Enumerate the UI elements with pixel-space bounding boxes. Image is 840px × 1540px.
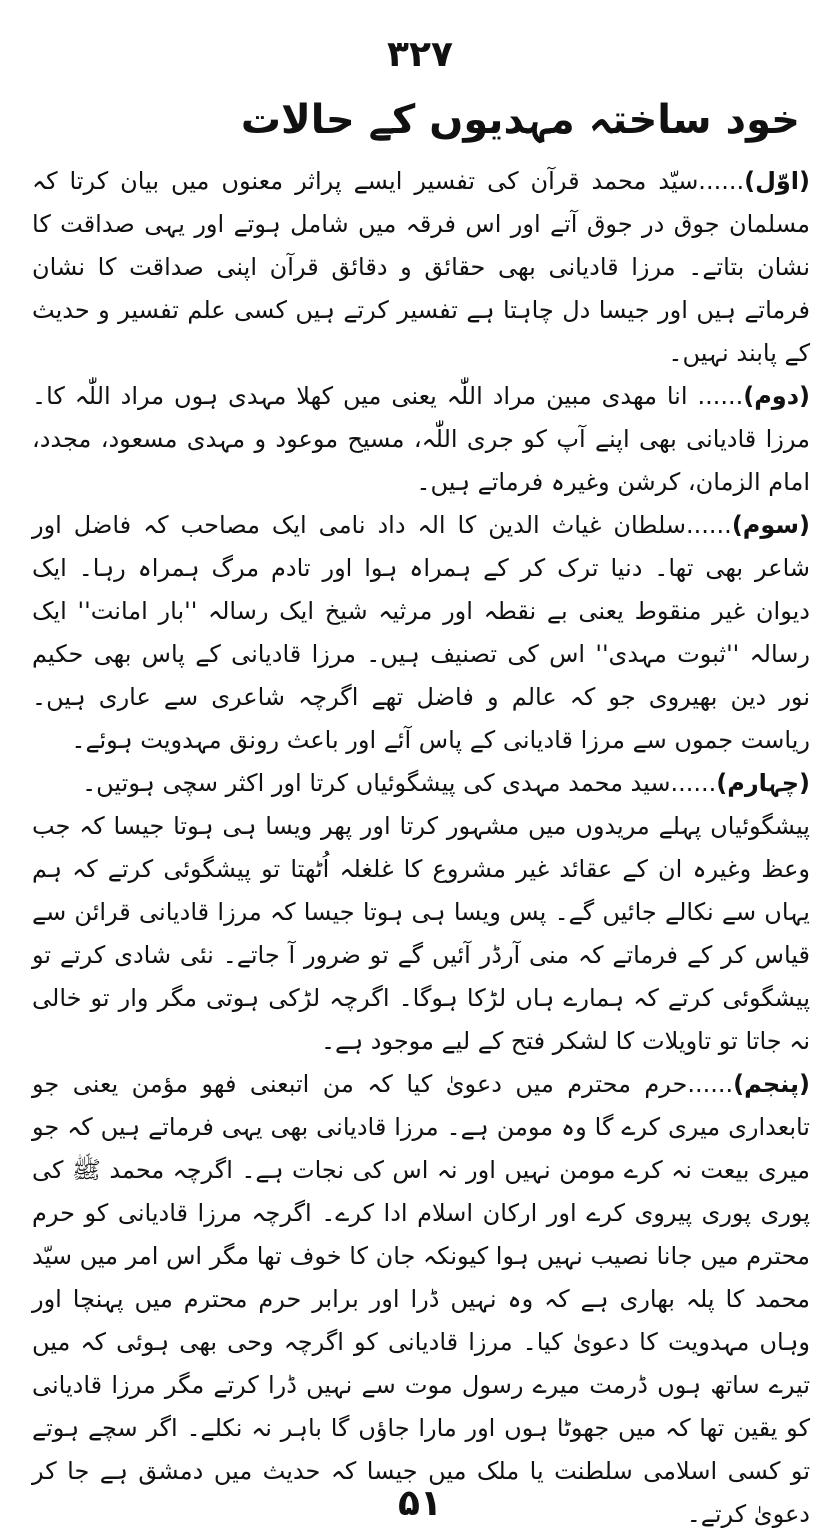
paragraph-text: ......حرم محترم میں دعویٰ کیا کہ من اتبعنی فھو مؤمن یعنی جو تابعداری میری کرے گا وہ مومن ہے۔ مرزا قادیانی بھی یہی فرماتے ہیں کہ جو میری بیعت نہ کرے مومن نہیں اور نہ اس کی نجات ہے۔ اگرچہ محمد ﷺ کی پوری پوری پیروی کرے اور ارکان اسلام ادا کرے۔ اگرچہ مرزا قادیانی کو حرم محترم میں جانا نصیب نہیں ہوا کیونکہ جان کا خوف تھا مگر اس امر میں سیّد محمد کا پلہ بھاری ہے کہ وہ نہیں ڈرا اور برابر حرم محترم میں پہنچا اور وہاں مہدویت کا دعویٰ کیا۔ مرزا قادیانی کو اگرچہ وحی بھی ہوئی کہ میں تیرے ساتھ ہوں ڈرمت میرے رسول موت سے نہیں ڈرا کرتے مگر مرزا قادیانی کو یقین تھا کہ میں جھوٹا ہوں اور مارا جاؤں گا باہر نہ نکلے۔ اگر سچے ہوتے تو کسی اسلامی سلطنت یا ملک میں جیسا کہ حدیث میں دمشق ہے جا کر دعویٰ کرتے۔	[32, 1070, 810, 1528]
paragraph-text: ......سیّد محمد قرآن کی تفسیر ایسے پراثر معنوں میں بیان کرتا کہ مسلمان جوق در جوق آتے اور اس فرقہ میں شامل ہوتے اور یہی صداقت کا نشان بتاتے۔ مرزا قادیانی بھی حقائق و دقائق قرآن اپنی صداقت کا نشان فرماتے ہیں اور جیسا دل چاہتا ہے تفسیر کرتے ہیں کسی علم تفسیر و حدیث کے پابند نہیں۔	[32, 167, 810, 367]
section-label: (دوم)	[743, 382, 810, 410]
paragraph-text: ...... انا مھدی مبین مراد اللّٰہ یعنی میں کھلا مہدی ہوں مراد اللّٰہ کا۔ مرزا قادیانی بھی اپنے آپ کو جری اللّٰہ، مسیح موعود و مہدی مسعود، مجدد، امام الزمان، کرشن وغیرہ فرماتے ہیں۔	[32, 382, 810, 496]
paragraph-fifth	[32, 1063, 810, 1536]
paragraph-text: ......سید محمد مہدی کی پیشگوئیاں کرتا اور اکثر سچی ہوتیں۔	[82, 769, 717, 797]
paragraph-fourth	[32, 762, 810, 805]
paragraph-first	[32, 160, 810, 375]
section-label: (اوّل)	[744, 167, 810, 195]
paragraph-third	[32, 504, 810, 762]
section-label: (چہارم)	[716, 769, 810, 797]
page-number: ۳۲۷	[387, 34, 453, 75]
paragraph-prophecies	[32, 805, 810, 1063]
paragraph-text: پیشگوئیاں پہلے مریدوں میں مشہور کرتا اور پھر ویسا ہی ہوتا جیسا کہ جب وعظ وغیرہ ان کے عقائد غیر مشروع کا غلغلہ اُٹھتا تو پیشگوئی کرتے کہ ہم یہاں سے نکالے جائیں گے۔ پس ویسا ہی ہوتا جیسا کہ مرزا قادیانی قرائن سے قیاس کر کے فرماتے کہ منی آرڈر آئیں گے تو ضرور آ جاتے۔ نئی شادی کرتے تو پیشگوئی کرتے کہ ہمارے ہاں لڑکا ہوگا۔ اگرچہ لڑکی ہوتی مگر وار تو خالی نہ جاتا تو تاویلات کا لشکر فتح کے لیے موجود ہے۔	[32, 812, 810, 1055]
body-text	[32, 160, 810, 1536]
footer-page-number: ۵۱	[398, 1483, 442, 1524]
section-label: (پنجم)	[733, 1070, 810, 1098]
section-label: (سوم)	[731, 511, 810, 539]
chapter-heading: خود ساختہ مہدیوں کے حالات	[240, 97, 800, 143]
paragraph-text: ......سلطان غیاث الدین کا الہ داد نامی ایک مصاحب کہ فاضل اور شاعر بھی تھا۔ دنیا ترک کر کے ہمراہ ہوا اور تادم مرگ ہمراہ رہا۔ ایک دیوان غیر منقوط یعنی بے نقطہ اور مرثیہ شیخ ایک رسالہ ''بار امانت'' ایک رسالہ ''ثبوت مہدی'' اس کی تصنیف ہیں۔ مرزا قادیانی کے پاس بھی حکیم نور دین بھیروی جو کہ عالم و فاضل تھے اگرچہ شاعری سے عاری ہیں۔ ریاست جموں سے مرزا قادیانی کے پاس آئے اور باعث رونق مہدویت ہوئے۔	[32, 511, 810, 754]
paragraph-second	[32, 375, 810, 504]
